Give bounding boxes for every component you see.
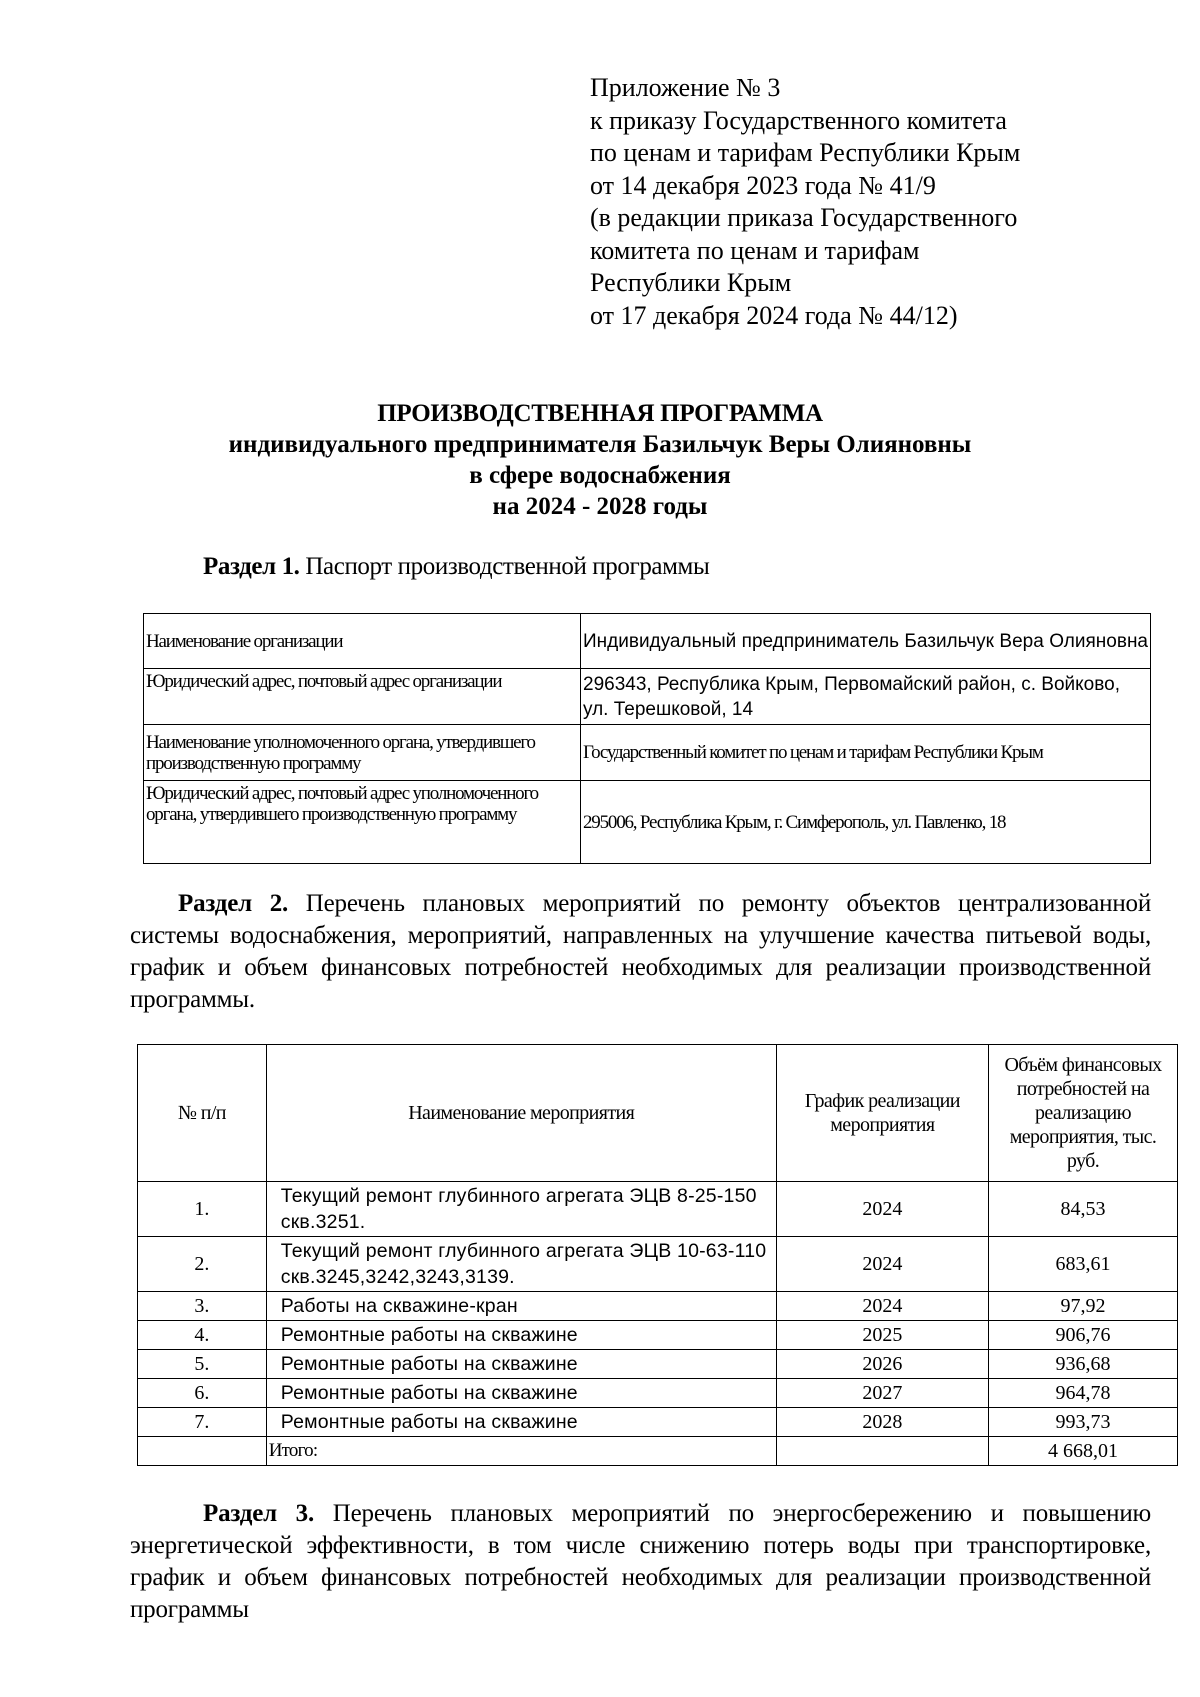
- cell-name: Ремонтные работы на скважине: [266, 1408, 776, 1437]
- cell-num: 4.: [138, 1321, 267, 1350]
- header-name: Наименование мероприятия: [266, 1045, 776, 1182]
- cell-num: 6.: [138, 1379, 267, 1408]
- passport-label: Юридический адрес, почтовый адрес уполномоченного органа, утвердившего производственную программу: [144, 781, 581, 864]
- cell-year: 2028: [776, 1408, 988, 1437]
- annex-line: от 17 декабря 2024 года № 44/12): [590, 300, 958, 330]
- table-row: [138, 1408, 1178, 1437]
- section-3-text: Перечень плановых мероприятий по энергосбережению и повышению энергетической эффективности, в том числе снижению потерь воды при транспортировке, график и объем финансовых потребностей необходимых для реализации производственной программы: [130, 1500, 1151, 1623]
- measures-table: [137, 1044, 1178, 1466]
- passport-value: Индивидуальный предприниматель Базильчук Вера Олияновна: [581, 614, 1151, 669]
- passport-label: Наименование уполномоченного органа, утвердившего производственную программу: [144, 725, 581, 781]
- title-line: на 2024 - 2028 годы: [492, 493, 708, 520]
- table-header-row: [138, 1045, 1178, 1182]
- passport-table: [143, 613, 1151, 864]
- table-row: [144, 669, 1151, 725]
- table-row: [144, 781, 1151, 864]
- cell-amount: 97,92: [989, 1292, 1178, 1321]
- annex-line: Приложение № 3: [590, 73, 781, 102]
- cell-name: Работы на скважине-кран: [266, 1292, 776, 1321]
- cell-name: Текущий ремонт глубинного агрегата ЭЦВ 8-25-150 скв.3251.: [266, 1182, 776, 1237]
- section-1-text: Паспорт производственной программы: [299, 553, 710, 580]
- cell-year: 2027: [776, 1379, 988, 1408]
- table-row: [138, 1350, 1178, 1379]
- table-row: [138, 1182, 1178, 1237]
- section-2-text: Перечень плановых мероприятий по ремонту объектов централизованной системы водоснабжения, мероприятий, направленных на улучшение качества питьевой воды, график и объем финансовых потребностей необходимых для реализации производственной программы.: [130, 890, 1151, 1013]
- cell-year: 2026: [776, 1350, 988, 1379]
- cell-amount: 936,68: [989, 1350, 1178, 1379]
- total-label: Итого:: [266, 1437, 776, 1466]
- cell-empty: [138, 1437, 267, 1466]
- section-1-heading: [203, 553, 709, 581]
- title-line: в сфере водоснабжения: [469, 462, 731, 489]
- cell-year: 2024: [776, 1237, 988, 1292]
- annex-block: [590, 72, 1020, 332]
- cell-year: 2025: [776, 1321, 988, 1350]
- title-line: индивидуального предпринимателя Базильчук Веры Олияновны: [228, 431, 972, 458]
- cell-num: 7.: [138, 1408, 267, 1437]
- passport-label: Юридический адрес, почтовый адрес организации: [144, 669, 581, 725]
- header-amount: Объём финансовых потребностей на реализацию мероприятия, тыс. руб.: [989, 1045, 1178, 1182]
- cell-name: Ремонтные работы на скважине: [266, 1379, 776, 1408]
- table-row: [144, 614, 1151, 669]
- cell-amount: 993,73: [989, 1408, 1178, 1437]
- section-2-paragraph: [130, 888, 1151, 1016]
- cell-year: 2024: [776, 1292, 988, 1321]
- title-line: ПРОИЗВОДСТВЕННАЯ ПРОГРАММА: [377, 400, 823, 427]
- section-2-label: Раздел 2.: [178, 890, 289, 917]
- section-3-label: Раздел 3.: [203, 1500, 315, 1527]
- cell-empty: [776, 1437, 988, 1466]
- table-row: [138, 1321, 1178, 1350]
- table-row: [138, 1237, 1178, 1292]
- cell-name: Текущий ремонт глубинного агрегата ЭЦВ 10-63-110 скв.3245,3242,3243,3139.: [266, 1237, 776, 1292]
- cell-amount: 906,76: [989, 1321, 1178, 1350]
- passport-value: 295006, Республика Крым, г. Симферополь, ул. Павленко, 18: [581, 781, 1151, 864]
- table-row: [144, 725, 1151, 781]
- cell-name: Ремонтные работы на скважине: [266, 1350, 776, 1379]
- annex-line: (в редакции приказа Государственного: [590, 203, 1018, 232]
- cell-name: Ремонтные работы на скважине: [266, 1321, 776, 1350]
- annex-line: Республики Крым: [590, 268, 792, 297]
- header-num: № п/п: [138, 1045, 267, 1182]
- passport-value: Государственный комитет по ценам и тарифам Республики Крым: [581, 725, 1151, 781]
- cell-amount: 683,61: [989, 1237, 1178, 1292]
- header-schedule: График реализации мероприятия: [776, 1045, 988, 1182]
- cell-num: 2.: [138, 1237, 267, 1292]
- table-row: [138, 1292, 1178, 1321]
- passport-label: Наименование организации: [144, 614, 581, 669]
- document-title: [0, 398, 1200, 522]
- cell-num: 5.: [138, 1350, 267, 1379]
- annex-line: по ценам и тарифам Республики Крым: [590, 138, 1021, 167]
- passport-value: 296343, Республика Крым, Первомайский район, с. Войково, ул. Терешковой, 14: [581, 669, 1151, 725]
- table-row: [138, 1379, 1178, 1408]
- annex-line: к приказу Государственного комитета: [590, 105, 1007, 135]
- cell-amount: 964,78: [989, 1379, 1178, 1408]
- cell-num: 3.: [138, 1292, 267, 1321]
- cell-amount: 84,53: [989, 1182, 1178, 1237]
- total-amount: 4 668,01: [989, 1437, 1178, 1466]
- annex-line: от 14 декабря 2023 года № 41/9: [590, 170, 936, 200]
- cell-num: 1.: [138, 1182, 267, 1237]
- section-3-paragraph: [130, 1498, 1151, 1626]
- section-1-label: Раздел 1.: [203, 553, 300, 580]
- cell-year: 2024: [776, 1182, 988, 1237]
- annex-line: комитета по ценам и тарифам: [590, 235, 920, 265]
- table-total-row: [138, 1437, 1178, 1466]
